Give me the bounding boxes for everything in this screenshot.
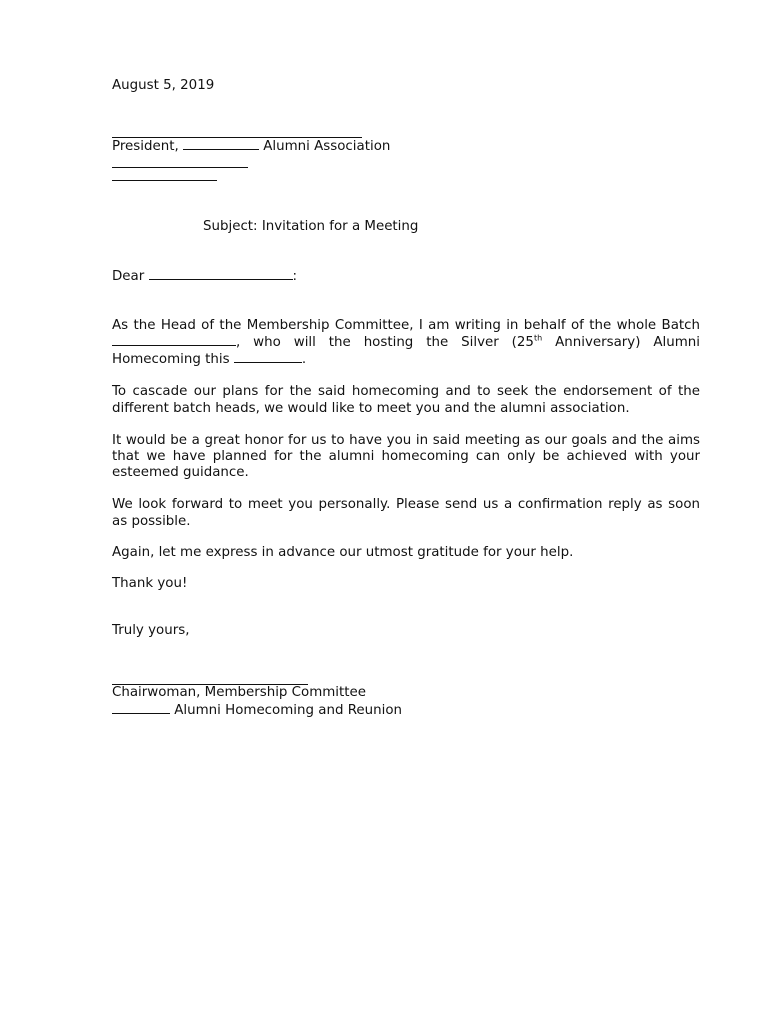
closing: Truly yours,	[112, 623, 190, 639]
salutation-name-blank	[149, 268, 293, 280]
signature-org-suffix: Alumni Homecoming and Reunion	[174, 702, 403, 718]
recipient-batch-blank	[183, 138, 259, 150]
signature-org-line	[112, 702, 700, 719]
recipient-title-prefix: President,	[112, 139, 179, 155]
letter-body	[112, 78, 700, 719]
paragraph-intro-part-b: , who will the hosting the Silver (25	[236, 335, 534, 351]
paragraph-purpose: To cascade our plans for the said homecoming and to seek the endorsement of the different batch heads, we would like to meet you and the alumni association.	[112, 384, 700, 416]
recipient-address-blank-2	[112, 168, 217, 181]
signature-year-blank	[112, 702, 170, 714]
recipient-title-line	[112, 138, 700, 155]
salutation	[112, 268, 700, 285]
paragraph-intro-part-a: As the Head of the Membership Committee, I am writing in behalf of the whole Batch	[112, 317, 700, 333]
ordinal-suffix: th	[533, 333, 543, 343]
recipient-name-blank	[112, 125, 362, 138]
recipient-address-blank-1	[112, 155, 248, 168]
paragraph-intro-part-d: .	[301, 352, 307, 368]
salutation-word: Dear	[112, 268, 145, 284]
salutation-punct: :	[292, 268, 298, 284]
paragraph-intro	[112, 318, 700, 369]
letter-subject: Subject: Invitation for a Meeting	[203, 219, 419, 235]
paragraph-thanks: Thank you!	[112, 576, 188, 592]
paragraph-gratitude: Again, let me express in advance our utmost gratitude for your help.	[112, 544, 574, 560]
date-blank	[234, 351, 302, 363]
paragraph-request: We look forward to meet you personally. Please send us a confirmation reply as soon as possible.	[112, 497, 700, 529]
recipient-title-suffix: Alumni Association	[263, 139, 391, 155]
signature-blank	[112, 672, 308, 685]
paragraph-intro-part-c: Anniversary) Alumni Homecoming this	[112, 335, 700, 368]
signature-title: Chairwoman, Membership Committee	[112, 685, 367, 701]
letter-date: August 5, 2019	[112, 78, 215, 93]
paragraph-honor: It would be a great honor for us to have you in said meeting as our goals and the aims that we have planned for the alumni homecoming can only be achieved with your esteemed guidance.	[112, 432, 700, 481]
batch-blank	[112, 334, 236, 346]
